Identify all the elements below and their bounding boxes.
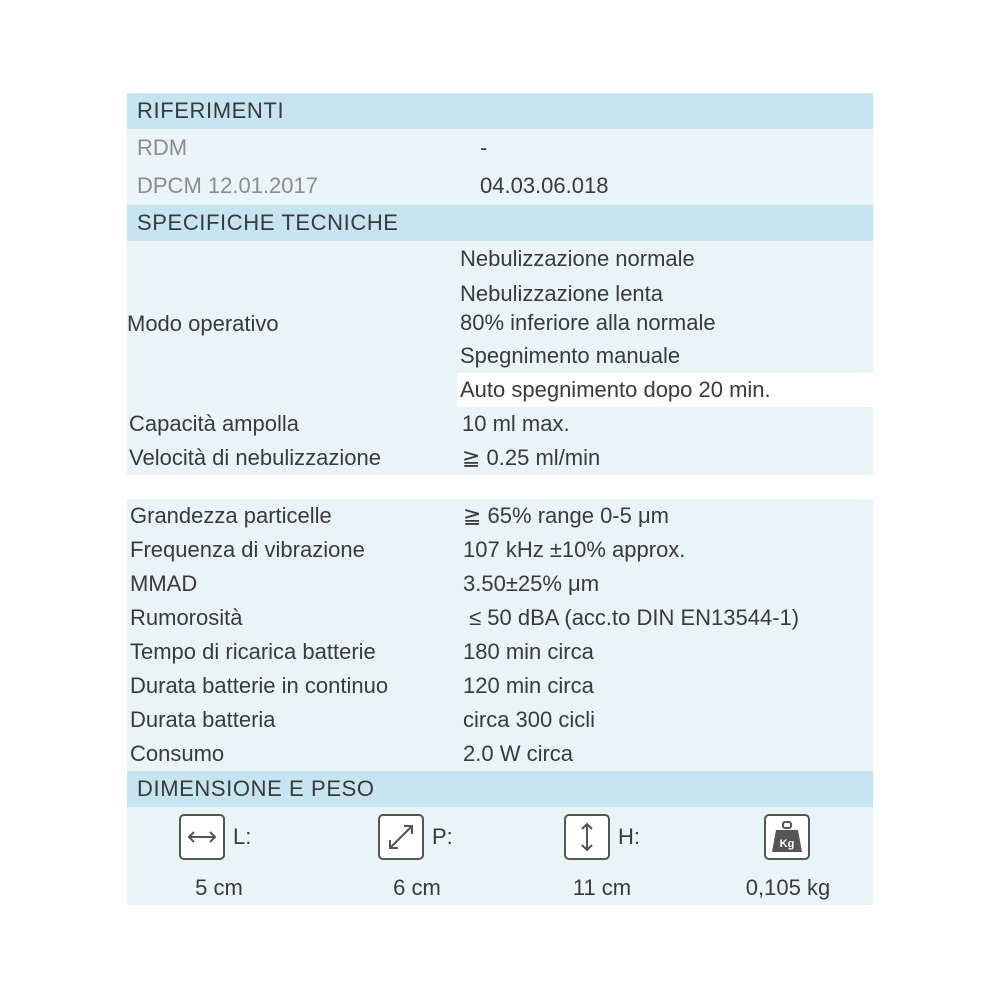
dimension-label: P: [432, 824, 453, 849]
modo-operativo-label: Modo operativo [127, 241, 457, 407]
spec-row [127, 441, 873, 475]
spec-row [127, 703, 873, 737]
dimension-item-height [564, 814, 640, 860]
spacer [127, 475, 873, 499]
spec-row [127, 533, 873, 567]
modo-option: Nebulizzazione lenta 80% inferiore alla normale [457, 277, 873, 339]
width-arrow-icon [179, 814, 225, 860]
dimension-icons-row [127, 807, 873, 871]
dimension-label: H: [618, 824, 640, 849]
spec-value: 120 min circa [463, 673, 594, 698]
spec-key: Rumorosità [130, 605, 243, 630]
spec-value: 3.50±25% μm [463, 571, 600, 596]
spec-key: Tempo di ricarica batterie [130, 639, 376, 664]
spec-row [127, 407, 873, 441]
spec-row [127, 601, 873, 635]
spec-key: Consumo [130, 741, 225, 766]
spec-row [127, 669, 873, 703]
section-header-specifiche: SPECIFICHE TECNICHE [127, 205, 873, 241]
spec-row [127, 567, 873, 601]
ref-value: 04.03.06.018 [480, 173, 609, 198]
spec-value: ≧ 65% range 0-5 μm [463, 503, 669, 528]
spec-key: Grandezza particelle [130, 503, 332, 528]
height-arrow-icon [564, 814, 610, 860]
modo-option: Auto spegnimento dopo 20 min. [457, 373, 873, 407]
dimension-value: 0,105 kg [745, 875, 831, 900]
modo-operativo-options [457, 241, 873, 407]
ref-value: - [480, 135, 488, 160]
spec-key: Velocità di nebulizzazione [129, 445, 381, 470]
spec-value: 180 min circa [463, 639, 594, 664]
spec-row [127, 635, 873, 669]
section-header-dimensioni: DIMENSIONE E PESO [127, 771, 873, 807]
spec-row [127, 499, 873, 533]
ref-key: DPCM 12.01.2017 [137, 173, 318, 198]
spec-value: 107 kHz ±10% approx. [463, 537, 686, 562]
dimension-label: L: [233, 824, 252, 849]
ref-row-rdm [127, 129, 873, 167]
spec-key: Frequenza di vibrazione [130, 537, 365, 562]
spec-key: MMAD [130, 571, 198, 596]
ref-row-dpcm [127, 167, 873, 205]
dimension-item-weight [764, 814, 810, 860]
dimension-value: 11 cm [572, 875, 632, 900]
spec-key: Capacità ampolla [129, 411, 299, 436]
dimension-item-depth [378, 814, 453, 860]
spec-value: ≤ 50 dBA (acc.to DIN EN13544-1) [463, 605, 800, 630]
depth-arrow-icon [378, 814, 424, 860]
spec-value: circa 300 cicli [463, 707, 596, 732]
spec-row [127, 737, 873, 771]
dimension-value: 6 cm [393, 875, 441, 900]
spec-key: Durata batterie in continuo [130, 673, 389, 698]
weight-kg-icon [764, 814, 810, 860]
dimension-value: 5 cm [195, 875, 243, 900]
modo-option: Nebulizzazione normale [457, 241, 873, 277]
modo-option: Spegnimento manuale [457, 339, 873, 373]
spec-value: 2.0 W circa [463, 741, 574, 766]
dimension-values-row [127, 871, 873, 905]
modo-operativo-block [127, 241, 873, 407]
weight-kg-text: Kg [779, 838, 795, 850]
ref-key: RDM [137, 135, 188, 160]
dimension-item-width [179, 814, 251, 860]
spec-key: Durata batteria [130, 707, 276, 732]
spec-value: ≧ 0.25 ml/min [462, 445, 601, 470]
spec-sheet [127, 93, 873, 905]
spec-value: 10 ml max. [462, 411, 570, 436]
section-header-riferimenti: RIFERIMENTI [127, 93, 873, 129]
